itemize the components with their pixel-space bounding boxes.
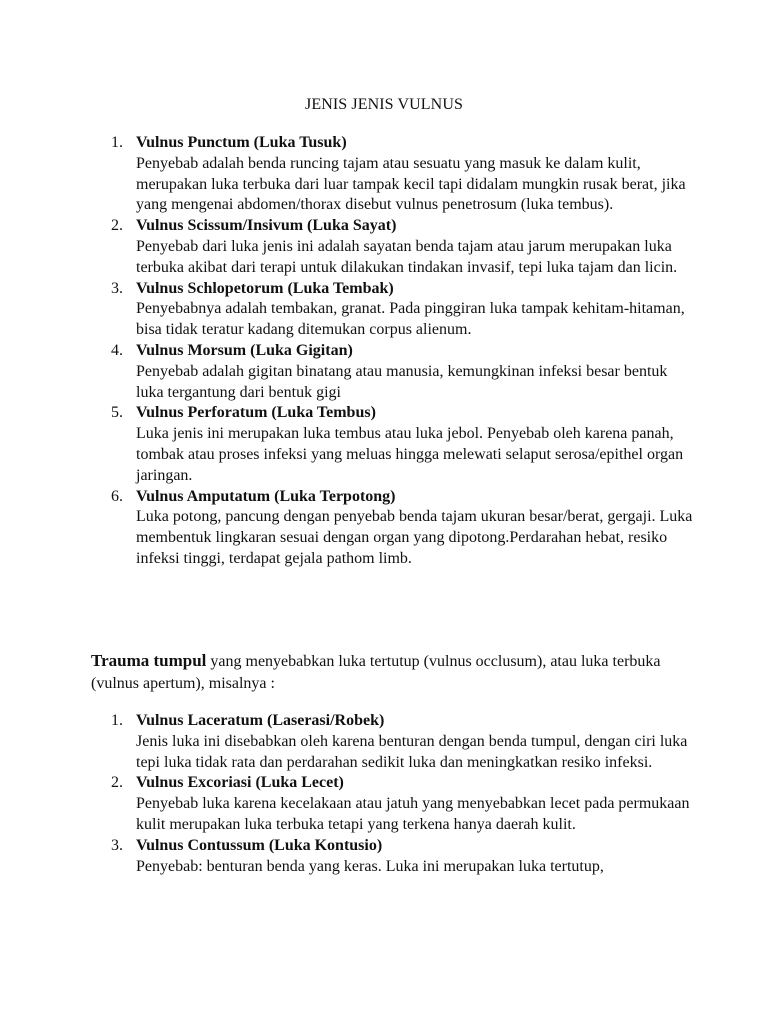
item-description: Penyebab adalah benda runcing tajam atau sesuatu yang masuk ke dalam kulit, merupakan luka terbuka dari luar tampak kecil tapi didalam mungkin rusak berat, jika yang mengenai abdomen/thorax disebut vulnus penetrosum (luka tembus). [136, 154, 686, 214]
item-title: Vulnus Morsum (Luka Gigitan) [136, 341, 353, 359]
trauma-paragraph [91, 650, 696, 695]
wound-types-list [111, 133, 696, 570]
item-title: Vulnus Punctum (Luka Tusuk) [136, 134, 347, 151]
item-description: Jenis luka ini disebabkan oleh karena benturan dengan benda tumpul, dengan ciri luka tepi luka tidak rata dan perdarahan sedikit luka dan meningkatkan resiko infeksi. [136, 732, 688, 771]
item-title: Vulnus Schlopetorum (Luka Tembak) [136, 279, 394, 297]
item-number: 6. [111, 487, 123, 505]
item-number: 3. [111, 836, 123, 854]
item-title: Vulnus Excoriasi (Luka Lecet) [136, 774, 344, 792]
item-title: Vulnus Perforatum (Luka Tembus) [136, 404, 376, 422]
item-description: Penyebab adalah gigitan binatang atau manusia, kemungkinan infeksi besar bentuk luka tergantung dari bentuk gigi [136, 362, 668, 401]
list-item [111, 711, 696, 773]
trauma-paragraph-text: yang menyebabkan luka tertutup (vulnus occlusum), atau luka terbuka (vulnus apertum), misalnya : [91, 653, 661, 692]
item-description: Penyebab luka karena kecelakaan atau jatuh yang menyebabkan lecet pada permukaan kulit merupakan luka terbuka tetapi yang terkena hanya daerah kulit. [136, 795, 690, 833]
item-number: 1. [111, 134, 123, 151]
item-description: Penyebab: benturan benda yang keras. Luka ini merupakan luka tertutup, [136, 857, 604, 875]
list-item [111, 279, 696, 341]
blunt-trauma-list [111, 711, 696, 877]
item-title: Vulnus Laceratum (Laserasi/Robek) [136, 712, 385, 729]
list-item [111, 487, 696, 570]
document-title: JENIS JENIS VULNUS [305, 96, 463, 113]
item-title: Vulnus Amputatum (Luka Terpotong) [136, 487, 396, 505]
item-number: 1. [111, 712, 123, 729]
list-item [111, 341, 696, 403]
item-description: Luka jenis ini merupakan luka tembus atau luka jebol. Penyebab oleh karena panah, tombak atau proses infeksi yang meluas hingga melewati selaput serosa/epithel organ jaringan. [136, 425, 684, 484]
list-item [111, 773, 696, 835]
item-number: 3. [111, 279, 123, 297]
trauma-paragraph-bold: Trauma tumpul [91, 651, 207, 670]
item-number: 2. [111, 774, 123, 792]
item-description: Penyebab dari luka jenis ini adalah sayatan benda tajam atau jarum merupakan luka terbuka akibat dari terapi untuk dilakukan tindakan invasif, tepi luka tajam dan licin. [136, 237, 678, 276]
item-number: 5. [111, 404, 123, 422]
list-item [111, 216, 696, 278]
item-title: Vulnus Contussum (Luka Kontusio) [136, 836, 383, 854]
item-number: 4. [111, 341, 123, 359]
list-item [111, 403, 696, 486]
item-description: Luka potong, pancung dengan penyebab benda tajam ukuran besar/berat, gergaji. Luka membentuk lingkaran sesuai dengan organ yang dipotong.Perdarahan hebat, resiko infeksi tinggi, terdapat gejala pathom limb. [136, 508, 693, 567]
item-number: 2. [111, 217, 123, 235]
list-item [111, 133, 696, 216]
item-title: Vulnus Scissum/Insivum (Luka Sayat) [136, 217, 397, 235]
list-item [111, 836, 696, 878]
item-description: Penyebabnya adalah tembakan, granat. Pada pinggiran luka tampak kehitam-hitaman, bisa tidak teratur kadang ditemukan corpus alienum. [136, 300, 685, 339]
